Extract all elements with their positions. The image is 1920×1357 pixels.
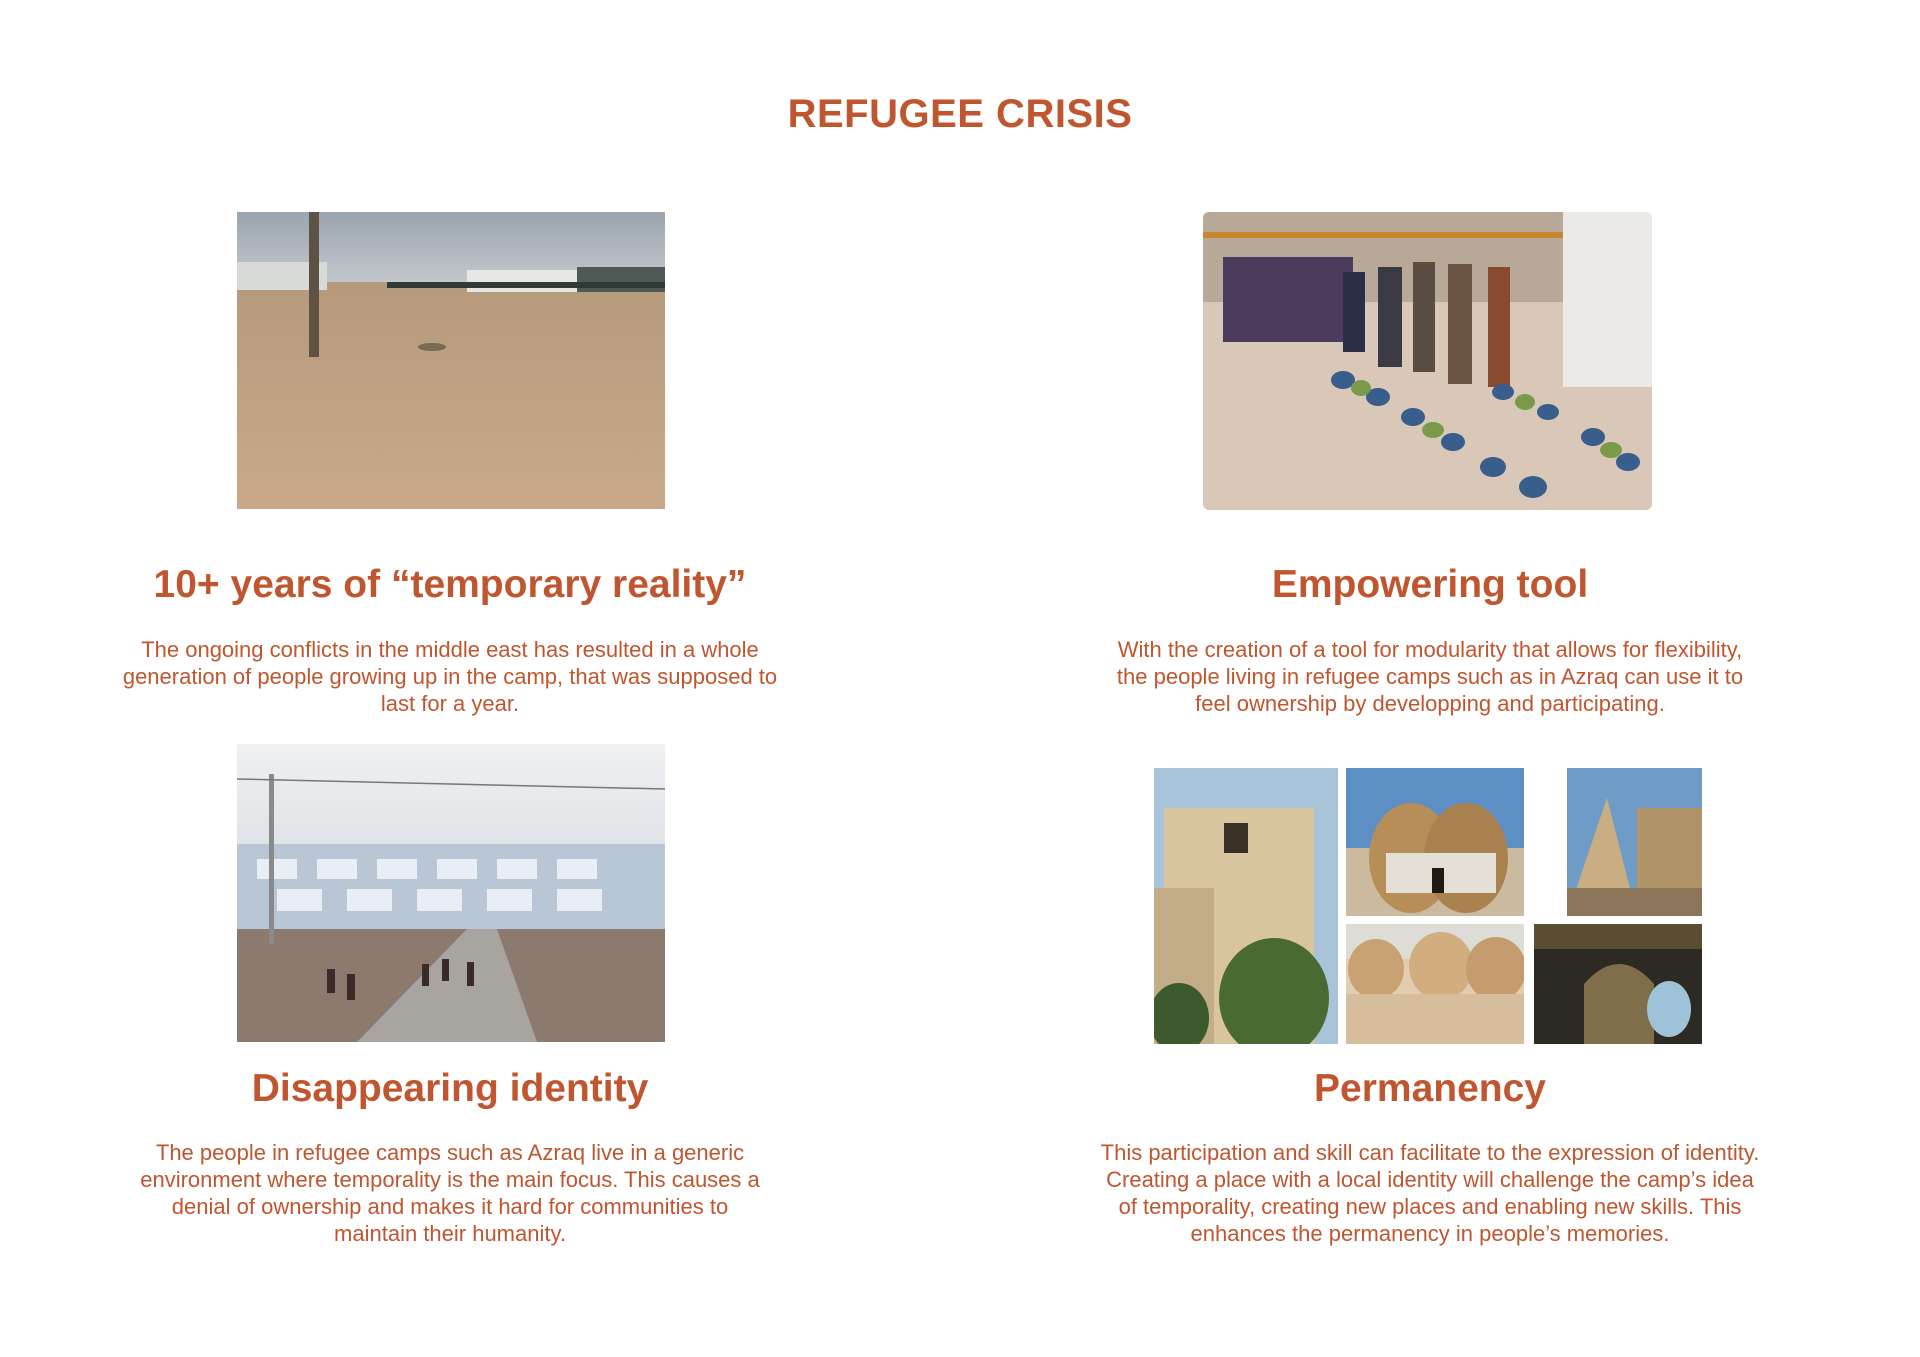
section-heading-temporary-reality: 10+ years of “temporary reality” (153, 563, 747, 606)
architecture-collage (1154, 768, 1702, 1044)
modern-stone-building-photo (1154, 768, 1338, 1044)
section-body-permanency: This participation and skill can facilitate to the expression of identity. Creating a place with a local identity will challenge the camp’s idea of temporality, creating new places and enabling new skills. This enhances the permanency in people’s memories. (1100, 1140, 1760, 1246)
section-heading-disappearing-identity: Disappearing identity (251, 1067, 649, 1110)
section-body-empowering-tool: With the creation of a tool for modularity that allows for flexibility, the people living in refugee camps such as in Azraq can use it to feel ownership by developping and participating. (1116, 637, 1744, 716)
courtyard-stone-photo (1567, 768, 1702, 916)
section-heading-empowering-tool: Empowering tool (1271, 563, 1589, 606)
tent-camp-photo (237, 744, 665, 1042)
beehive-houses-photo (1346, 768, 1524, 916)
section-body-temporary-reality: The ongoing conflicts in the middle east has resulted in a whole generation of people growing up in the camp, that was supposed to last for a year. (122, 637, 778, 716)
section-body-disappearing-identity: The people in refugee camps such as Azraq live in a generic environment where temporality is the main focus. This causes a denial of ownership and makes it hard for communities to maintain their humanity. (140, 1140, 760, 1246)
flooded-camp-photo (237, 212, 665, 509)
children-tire-path-photo (1203, 212, 1652, 510)
section-heading-permanency: Permanency (1314, 1067, 1546, 1110)
page-title: REFUGEE CRISIS (787, 92, 1133, 136)
beehive-village-photo (1346, 924, 1524, 1044)
arched-interior-photo (1534, 924, 1702, 1044)
